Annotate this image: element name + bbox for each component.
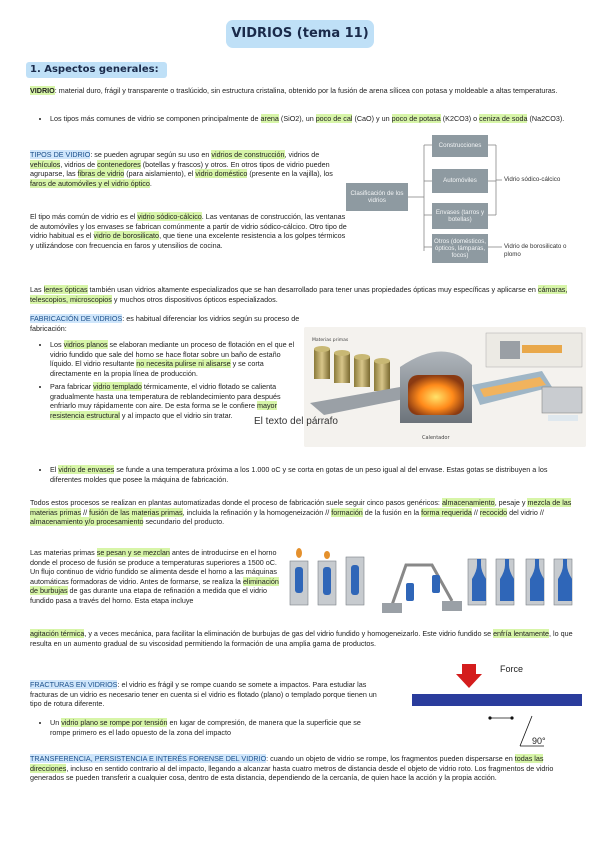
diagram-box-construcciones: Construcciones: [432, 135, 488, 157]
classification-diagram: [346, 133, 582, 263]
paragraph-materias: Las materias primas se pesan y se mezclan antes de introducirse en el horno donde el proceso de fusión se produce a temperaturas superiores a 1500 oC. Un flujo continuo de vidrio fundido se alimenta desde el horno a las máquinas automáticas formadoras de vidrio. Antes de formarse, se realiza la eliminación de burbujas de gas durante una etapa de refinación a medida que el vidrio fundido pasa a través del horno. Esta etapa incluye: [30, 548, 279, 605]
force-illustration: [412, 660, 582, 750]
label-raw-materials: Materias primas: [312, 338, 349, 343]
list-item: • Un vidrio plano se rompe por tensión en lugar de compresión, de manera que la superficie que se rompe primero es el lado opuesto de la zona del impacto: [50, 718, 380, 737]
list-fracturas: [28, 718, 380, 737]
diagram-label-boro: Vidrio de borosilicato o plomo: [504, 243, 567, 259]
paragraph-sodico: El tipo más común de vidrio es el vidrio sódico-cálcico. Las ventanas de construcción, las ventanas de automóviles y los envases se fabrican comúnmente a partir de vidrio sódico-cálcico. Otro tipo de vidrio habitual es el vidrio de borosilicato, que tiene una excelente resistencia a los golpes térmicos y utilizándose con frecuencia en faros y utensilios de cocina.: [30, 212, 347, 250]
label-furnace: Calentador: [422, 435, 450, 441]
heading-fabricacion: FABRICACIÓN DE VIDRIOS: [30, 314, 123, 323]
float-glass-process-image: [304, 327, 586, 447]
heading-fracturas: FRACTURAS EN VIDRIOS: [30, 680, 118, 689]
paragraph-fabricacion: FABRICACIÓN DE VIDRIOS: es habitual diferenciar los vidrios según su proceso de fabricación:: [30, 314, 300, 333]
paragraph-vidrio: [30, 86, 578, 96]
heading-tipos: TIPOS DE VIDRIO: [30, 150, 91, 159]
list-envases: [28, 465, 580, 484]
page-title: VIDRIOS (tema 11): [226, 20, 374, 48]
paragraph-fracturas: FRACTURAS EN VIDRIOS: el vidrio es frágil y se rompe cuando se somete a impactos. Para estudiar las fracturas de un vidrio es necesario tener en cuenta si el vidrio es flotado (plano) o templado porque tienen un tipo de rotura diferente.: [30, 680, 377, 708]
force-label: Force: [500, 664, 524, 674]
list-fabricacion: [28, 340, 302, 420]
image-caption: El texto del párrafo: [254, 416, 338, 427]
list-item: • Los vidrios planos se elaboran mediante un proceso de flotación en el que el vidrio fundido que sale del horno se hace flotar sobre un baño de estaño líquido. El vidrio resultante no necesita pulirse ni alisarse y se corta directamente en la propia línea de producción.: [50, 340, 302, 378]
list-item: • Para fabricar vidrio templado térmicamente, el vidrio flotado se calienta gradualmente hasta una temperatura de reblandecimiento para después enfriarlo muy rápidamente con aire. De esta forma se le confiere mayor resistencia estructural y al impacto que el vidrio sin tratar.: [50, 382, 302, 420]
paragraph-materias-cont: agitación térmica, y a veces mecánica, para facilitar la eliminación de burbujas de gas del vidrio fundido y homogeneizarlo. Este vidrio fundido se enfría lentamente, lo que resulta en un aumento gradual de su viscosidad permitiendo la formación de una amplia gama de productos.: [30, 629, 573, 648]
list-item: • Los tipos más comunes de vidrio se componen principalmente de arena (SiO2), un poco de cal (CaO) y un poco de potasa (K2CO3) o ceniza de soda (Na2CO3).: [50, 114, 580, 124]
paragraph-transferencia: TRANSFERENCIA, PERSISTENCIA E INTERÉS FORENSE DEL VIDRIO: cuando un objeto de vidrio se rompe, los fragmentos pueden dispersarse en todas las direcciones, incluso en sentido contrario al del impacto, llegando a alcanzar hasta cuatro metros de distancia desde el objeto de vidrio roto. Los fragmentos de vidrio generados se pueden transferir a cualquier cosa, dentro de esta distancia, dependiendo de la cercanía, de quien hace la acción y la propia acción.: [30, 754, 554, 782]
heading-transferencia: TRANSFERENCIA, PERSISTENCIA E INTERÉS FORENSE DEL VIDRIO: [30, 754, 267, 763]
term-vidrio: VIDRIO: [30, 86, 55, 95]
force-arrow-icon: [456, 664, 482, 688]
paragraph-tipos: TIPOS DE VIDRIO: se pueden agrupar según su uso en vidrios de construcción, vidrios de vehículos, vidrios de contenedores (botellas y frascos) y otros. En otros tipos de vidrio pueden agruparse, las fibras de vidrio (para aislamiento), el vidrio doméstico (presente en la vajilla), los faros de automóviles y el vidrio óptico.: [30, 150, 333, 188]
process-illustration: [304, 327, 586, 447]
bottle-forming-image: [282, 545, 582, 623]
diagram-root-box: Clasificación de los vidrios: [346, 183, 408, 211]
force-diagram: [412, 660, 582, 750]
paragraph-procesos: Todos estos procesos se realizan en plantas automatizadas donde el proceso de fabricación suele seguir cinco pasos genéricos: almacenamiento, pesaje y mezcla de las materias primas // fusión de las materias primas, incluida la refinación y la homogeneización // formación de la fusión en la forma requerida // recocido del vidrio // almacenamiento y/o procesamiento secundario del producto.: [30, 498, 572, 526]
bottle-forming-illustration: [282, 545, 582, 623]
diagram-box-otros: Otros (domésticos, ópticos, lámparas, focos): [432, 234, 488, 263]
list-tipos-comunes: [28, 114, 580, 124]
diagram-box-automoviles: Automóviles: [432, 169, 488, 193]
diagram-label-sodico: Vidrio sódico-cálcico: [504, 176, 561, 183]
angle-label: 90°: [532, 736, 546, 746]
section-heading-aspectos: 1. Aspectos generales:: [26, 62, 167, 78]
diagram-box-envases: Envases (tarros y botellas): [432, 203, 488, 229]
list-item: • El vidrio de envases se funde a una temperatura próxima a los 1.000 oC y se corta en gotas de un peso igual al del envase. Estas gotas se distribuyen a los diferentes moldes que posee la máquina de fabricación.: [50, 465, 580, 484]
paragraph-lentes: Las lentes ópticas también usan vidrios altamente especializados que se han desarrollado para tener unas propiedades ópticas muy específicas y aplicarse en cámaras, telescopios, microscopios y muchos otros dispositivos ópticos especializados.: [30, 285, 568, 304]
vidrio-definition: : material duro, frágil y transparente o traslúcido, sin estructura cristalina, obtenido por la fusión de arena sílicea con potasa y moldeable a altas temperaturas.: [54, 86, 558, 95]
